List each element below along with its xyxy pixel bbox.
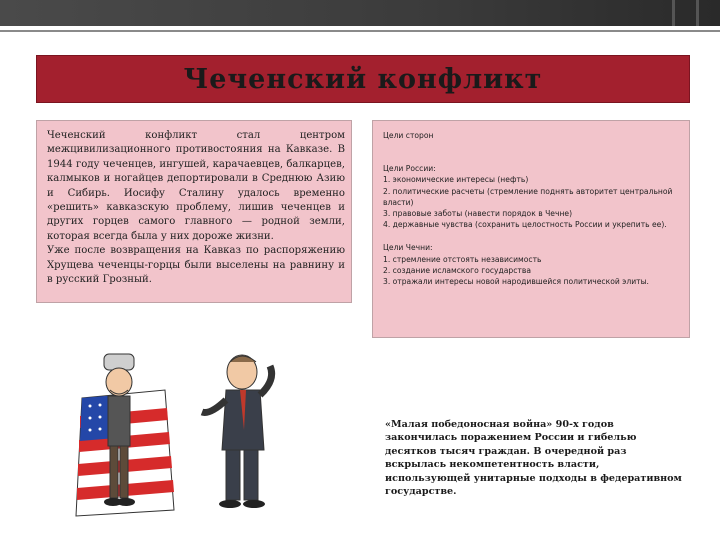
- chechnya-goal-item: 2. создание исламского государства: [383, 265, 531, 275]
- russia-goal-item: 2. политические расчеты (стремление поднять авторитет центральной власти): [383, 186, 673, 207]
- top-band-divider: [672, 0, 675, 26]
- slide-title: Чеченский конфликт: [183, 63, 543, 95]
- goals-box: [372, 120, 690, 338]
- history-paragraph: Чеченский конфликт стал центром межцивилизационного противостояния на Кавказе. В 1944 году чеченцев, ингушей, карачаевцев, балкарцев, калмыков и ногайцев депортировали в Среднюю Азию и Сибирь. Иосифу Сталину удалось временно «решить» кавказскую проблему, лишив чеченцев и других горцев самого главного — родной земли, которая всегда была у них дороже жизни.: [47, 130, 345, 242]
- chechnya-goals-header: Цели Чечни:: [383, 243, 433, 253]
- russia-goal-item: 1. экономические интересы (нефть): [383, 175, 529, 185]
- right-figure: [202, 355, 272, 508]
- russia-goal-item: 4. державные чувства (сохранить целостность России и укрепить ее).: [383, 220, 667, 230]
- history-text-box: [36, 120, 352, 303]
- goals-header: Цели сторон: [383, 131, 434, 140]
- title-banner: [36, 55, 690, 103]
- top-dark-band: [0, 0, 720, 26]
- russia-goal-item: 3. правовые заботы (навести порядок в Чечне): [383, 209, 573, 219]
- russia-goals-header: Цели России:: [383, 164, 436, 174]
- top-band-divider: [696, 0, 699, 26]
- history-paragraph: Уже после возвращения на Кавказ по распоряжению Хрущева чеченцы-горцы были выселены на равнину и в русский Грозный.: [47, 245, 345, 286]
- slide-top-decoration: [0, 0, 720, 36]
- top-rule-line: [0, 30, 720, 32]
- chechnya-goal-item: 3. отражали интересы новой народившейся политической элиты.: [383, 277, 649, 287]
- conclusion-text: «Малая победоносная война» 90-х годов закончилась поражением России и гибелью десятков тысяч граждан. В очередной раз вскрылась некомпетентность власти, использующей унитарные подходы в федеративном государстве.: [385, 419, 682, 498]
- chechnya-goal-item: 1. стремление отстоять независимость: [383, 254, 542, 264]
- political-cartoon-icon: [70, 320, 320, 520]
